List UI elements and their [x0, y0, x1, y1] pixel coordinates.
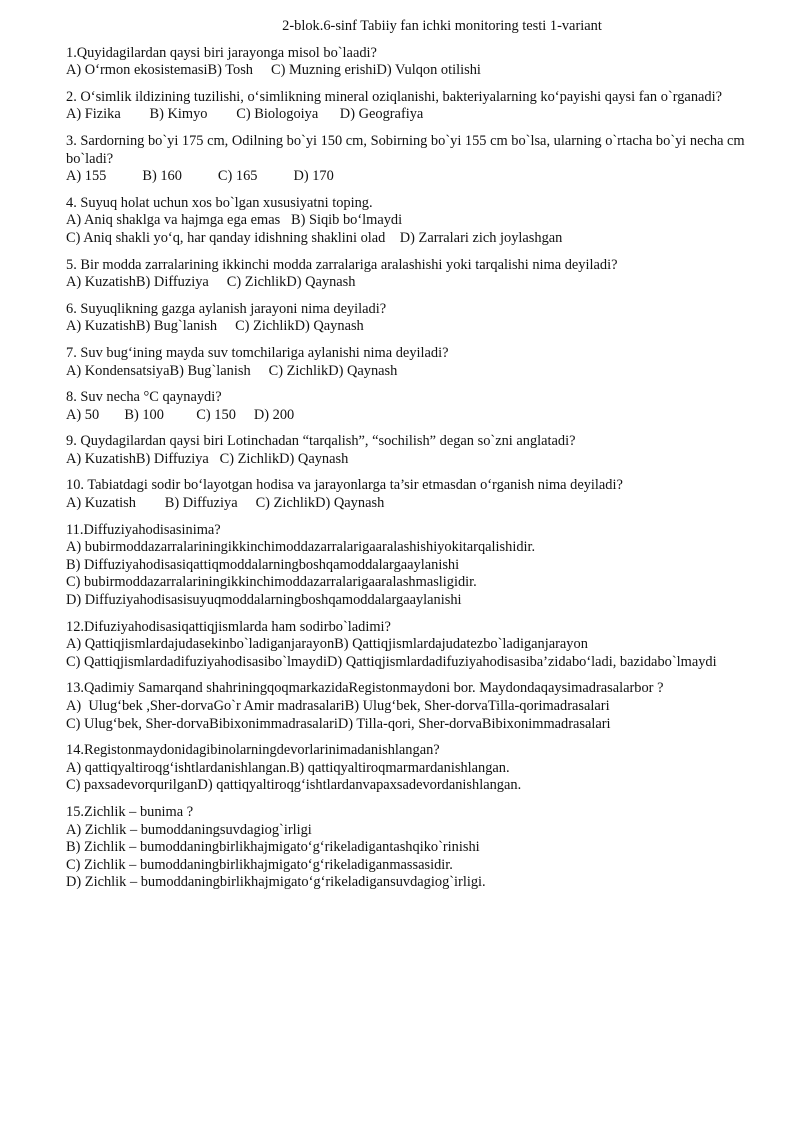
- question-3: [66, 133, 770, 186]
- answer-options-line: A) Aniq shaklga va hajmga ega emas B) Siqib bo‘lmaydi: [66, 212, 403, 229]
- answer-options-line: C) Qattiqjismlardadifuziyahodisasibo`lmaydiD) Qattiqjismlardadifuziyahodisasiba’zidabo‘ladi, bazidabo`lmaydi: [66, 653, 717, 670]
- question-14: [66, 742, 770, 795]
- question-text: 4. Suyuq holat uchun xos bo`lgan xususiyatni toping.: [66, 194, 373, 211]
- question-text: 5. Bir modda zarralarining ikkinchi modda zarralariga aralashishi yoki tarqalishi nima deyiladi?: [66, 256, 618, 273]
- answer-options-line: C) Aniq shakli yo‘q, har qanday idishning shaklini olad D) Zarralari zich joylashgan: [66, 229, 563, 246]
- question-text: 9. Quydagilardan qaysi biri Lotinchadan “tarqalish”, “sochilish” degan so`zni anglatadi?: [66, 433, 576, 450]
- answer-options-line: C) Ulug‘bek, Sher-dorvaBibixonimmadrasalariD) Tilla-qori, Sher-dorvaBibixonimmadrasalari: [66, 715, 611, 732]
- answer-options-line: C) bubirmoddazarralariningikkinchimoddazarralarigaaralashmasligidir.: [66, 574, 477, 591]
- question-text: 11.Diffuziyahodisasinima?: [66, 521, 221, 538]
- question-text: 15.Zichlik – bunima ?: [66, 803, 194, 820]
- answer-options-line: A) O‘rmon ekosistemasiB) Tosh C) Muzning erishiD) Vulqon otilishi: [66, 62, 481, 79]
- answer-options-line: D) Diffuziyahodisasisuyuqmoddalarningboshqamoddalargaaylanishi: [66, 592, 462, 609]
- answer-options-line: B) Zichlik – bumoddaningbirlikhajmigato‘g‘rikeladigantashqiko`rinishi: [66, 839, 480, 856]
- answer-options-line: A) KuzatishB) Diffuziya C) ZichlikD) Qaynash: [66, 274, 356, 291]
- question-12: [66, 619, 770, 672]
- question-text: 13.Qadimiy Samarqand shahriningqoqmarkazidaRegistonmaydoni bor. Maydondaqaysimadrasalarbor ?: [66, 680, 664, 697]
- question-8: [66, 389, 770, 424]
- question-1: [66, 45, 770, 80]
- question-13: [66, 680, 770, 733]
- answer-options-line: A) Fizika B) Kimyo C) Biologoiya D) Geografiya: [66, 106, 424, 123]
- question-6: [66, 301, 770, 336]
- answer-options-line: A) KuzatishB) Bug`lanish C) ZichlikD) Qaynash: [66, 318, 364, 335]
- answer-options-line: A) Qattiqjismlardajudasekinbo`ladiganjarayonB) Qattiqjismlardajudatezbo`ladiganjarayon: [66, 636, 588, 653]
- question-text: 12.Difuziyahodisasiqattiqjismlarda ham sodirbo`ladimi?: [66, 618, 391, 635]
- question-text: 6. Suyuqlikning gazga aylanish jarayoni nima deyiladi?: [66, 300, 387, 317]
- answer-options-line: A) Ulug‘bek ,Sher-dorvaGo`r Amir madrasalariB) Ulug‘bek, Sher-dorvaTilla-qorimadrasalari: [66, 698, 610, 714]
- question-11: [66, 522, 770, 610]
- answer-options-line: B) Diffuziyahodisasiqattiqmoddalarningboshqamoddalargaaylanishi: [66, 556, 460, 573]
- answer-options-line: C) Zichlik – bumoddaningbirlikhajmigato‘g‘rikeladiganmassasidir.: [66, 856, 453, 873]
- question-15: [66, 804, 770, 892]
- answer-options-line: A) Kuzatish B) Diffuziya C) ZichlikD) Qaynash: [66, 495, 385, 512]
- question-7: [66, 345, 770, 380]
- question-text: 10. Tabiatdagi sodir bo‘layotgan hodisa va jarayonlarga ta’sir etmasdan o‘rganish nima deyiladi?: [66, 477, 623, 494]
- question-5: [66, 257, 770, 292]
- answer-options-line: A) qattiqyaltiroqg‘ishtlardanishlangan.B) qattiqyaltiroqmarmardanishlangan.: [66, 759, 510, 776]
- question-text: 7. Suv bug‘ining mayda suv tomchilariga aylanishi nima deyiladi?: [66, 344, 449, 361]
- question-10: [66, 477, 770, 512]
- question-text: 14.Registonmaydonidagibinolarningdevorlarinimadanishlangan?: [66, 742, 440, 759]
- page-title: 2-blok.6-sinf Tabiiy fan ichki monitoring testi 1-variant: [282, 18, 602, 34]
- answer-options-line: C) paxsadevorqurilganD) qattiqyaltiroqg‘ishtlardanvapaxsadevordanishlangan.: [66, 777, 522, 794]
- answer-options-line: A) bubirmoddazarralariningikkinchimoddazarralarigaaralashishiyokitarqalishidir.: [66, 539, 536, 556]
- question-text: 2. O‘simlik ildizining tuzilishi, o‘simlikning mineral oziqlanishi, bakteriyalarning ko‘payishi qaysi fan o`rganadi?: [66, 88, 722, 105]
- answer-options-line: A) 155 B) 160 C) 165 D) 170: [66, 168, 334, 185]
- question-text: 1.Quyidagilardan qaysi biri jarayonga misol bo`laadi?: [66, 44, 377, 61]
- answer-options-line: A) Zichlik – bumoddaningsuvdagiog`irligi: [66, 821, 312, 838]
- question-9: [66, 433, 770, 468]
- answer-options-line: A) 50 B) 100 C) 150 D) 200: [66, 406, 295, 423]
- test-sheet: [66, 18, 770, 901]
- question-text: 8. Suv necha °C qaynaydi?: [66, 389, 222, 406]
- answer-options-line: A) KondensatsiyaB) Bug`lanish C) ZichlikD) Qaynash: [66, 362, 398, 379]
- answer-options-line: A) KuzatishB) Diffuziya C) ZichlikD) Qaynash: [66, 450, 349, 467]
- question-list: [66, 45, 770, 892]
- question-2: [66, 89, 770, 124]
- answer-options-line: D) Zichlik – bumoddaningbirlikhajmigato‘g‘rikeladigansuvdagiog`irligi.: [66, 874, 486, 891]
- question-text: 3. Sardorning bo`yi 175 cm, Odilning bo`yi 150 cm, Sobirning bo`yi 155 cm bo`lsa, ularning o`rtacha bo`yi necha cm bo`ladi?: [66, 132, 745, 167]
- question-4: [66, 195, 770, 248]
